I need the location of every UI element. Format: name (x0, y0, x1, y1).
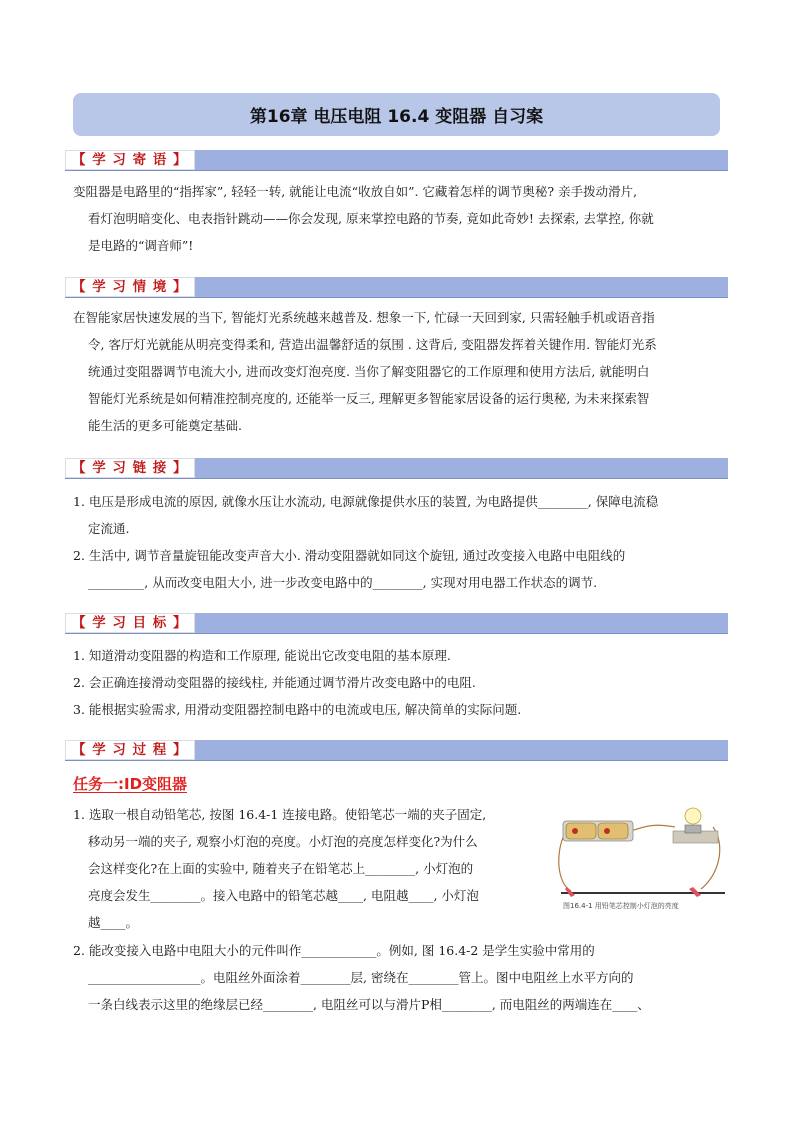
goal-item: 3. 能根据实验需求, 用滑动变阻器控制电路中的电流或电压, 解决简单的实际问题. (73, 702, 522, 717)
text-line: 看灯泡明暗变化、电表指针跳动——你会发现, 原来掌控电路的节奏, 竟如此奇妙! 去探索, 去掌控, 你就 (88, 211, 654, 226)
text-line: 1. 电压是形成电流的原因, 就像水压让水流动, 电源就像提供水压的装置, 为电路提供________, 保障电流稳 (73, 494, 659, 509)
goal-item: 1. 知道滑动变阻器的构造和工作原理, 能说出它改变电阻的基本原理. (73, 648, 451, 663)
goal-item: 2. 会正确连接滑动变阻器的接线柱, 并能通过调节滑片改变电路中的电阻. (73, 675, 476, 690)
text-line: 2. 生活中, 调节音量旋钮能改变声音大小. 滑动变阻器就如同这个旋钮, 通过改变接入电路中电阻线的 (73, 548, 626, 563)
text-line: 能生活的更多可能奠定基础. (88, 418, 242, 433)
page-title: 第16章 电压电阻 16.4 变阻器 自习案 (73, 93, 720, 136)
text-line: __________________。电阻丝外面涂着________层, 密绕在________管上。图中电阻丝上水平方向的 (88, 970, 634, 985)
section-label: 【 学 习 目 标 】 (65, 613, 195, 633)
section-label: 【 学 习 链 接 】 (65, 458, 195, 478)
text-line: 移动另一端的夹子, 观察小灯泡的亮度。小灯泡的亮度怎样变化?为什么 (88, 834, 478, 849)
question-2 (73, 937, 733, 1018)
text-line: 是电路的“调音师”! (88, 238, 194, 253)
goals-list (73, 642, 733, 723)
text-line: 2. 能改变接入电路中电阻大小的元件叫作____________。例如, 图 16.4-2 是学生实验中常用的 (73, 943, 595, 958)
circuit-diagram-icon (553, 803, 733, 903)
text-line: 一条白线表示这里的绝缘层已经________, 电阻丝可以与滑片P相________, 而电阻丝的两端连在____、 (88, 997, 650, 1012)
situation-paragraph (73, 304, 733, 439)
section-header-goals (65, 613, 728, 634)
text-line: 亮度会发生________。接入电路中的铅笔芯越____, 电阻越____, 小灯泡 (88, 888, 479, 903)
section-header-process (65, 740, 728, 761)
text-line: 变阻器是电路里的“指挥家”, 轻轻一转, 就能让电流“收放自如”. 它藏着怎样的调节奥秘? 亲手拨动滑片, (73, 184, 638, 199)
section-label: 【 学 习 寄 语 】 (65, 150, 195, 170)
section-header-message (65, 150, 728, 171)
text-line: _________, 从而改变电阻大小, 进一步改变电路中的________, 实现对用电器工作状态的调节. (88, 575, 598, 590)
task-title: 任务一:ID变阻器 (73, 775, 188, 793)
section-label: 【 学 习 情 境 】 (65, 277, 195, 297)
link-paragraph (73, 488, 733, 596)
text-line: 令, 客厅灯光就能从明亮变得柔和, 营造出温馨舒适的氛围 . 这背后, 变阻器发挥着关键作用. 智能灯光系 (88, 337, 657, 352)
message-paragraph (73, 178, 733, 259)
section-header-situation (65, 277, 728, 298)
text-line: 1. 选取一根自动铅笔芯, 按图 16.4-1 连接电路。使铅笔芯一端的夹子固定, (73, 807, 487, 822)
figure-caption: 图16.4-1 用铅笔芯控制小灯泡的亮度 (563, 902, 679, 910)
section-label: 【 学 习 过 程 】 (65, 740, 195, 760)
text-line: 在智能家居快速发展的当下, 智能灯光系统越来越普及. 想象一下, 忙碌一天回到家, 只需轻触手机或语音指 (73, 310, 655, 325)
circuit-figure (553, 803, 733, 915)
question-1 (73, 801, 543, 936)
text-line: 会这样变化?在上面的实验中, 随着夹子在铅笔芯上________, 小灯泡的 (88, 861, 474, 876)
text-line: 越____。 (88, 915, 139, 930)
text-line: 智能灯光系统是如何精准控制亮度的, 还能举一反三, 理解更多智能家居设备的运行奥秘, 为未来探索智 (88, 391, 650, 406)
text-line: 定流通. (88, 521, 130, 536)
section-header-link (65, 458, 728, 479)
text-line: 统通过变阻器调节电流大小, 进而改变灯泡亮度. 当你了解变阻器它的工作原理和使用方法后, 就能明白 (88, 364, 650, 379)
